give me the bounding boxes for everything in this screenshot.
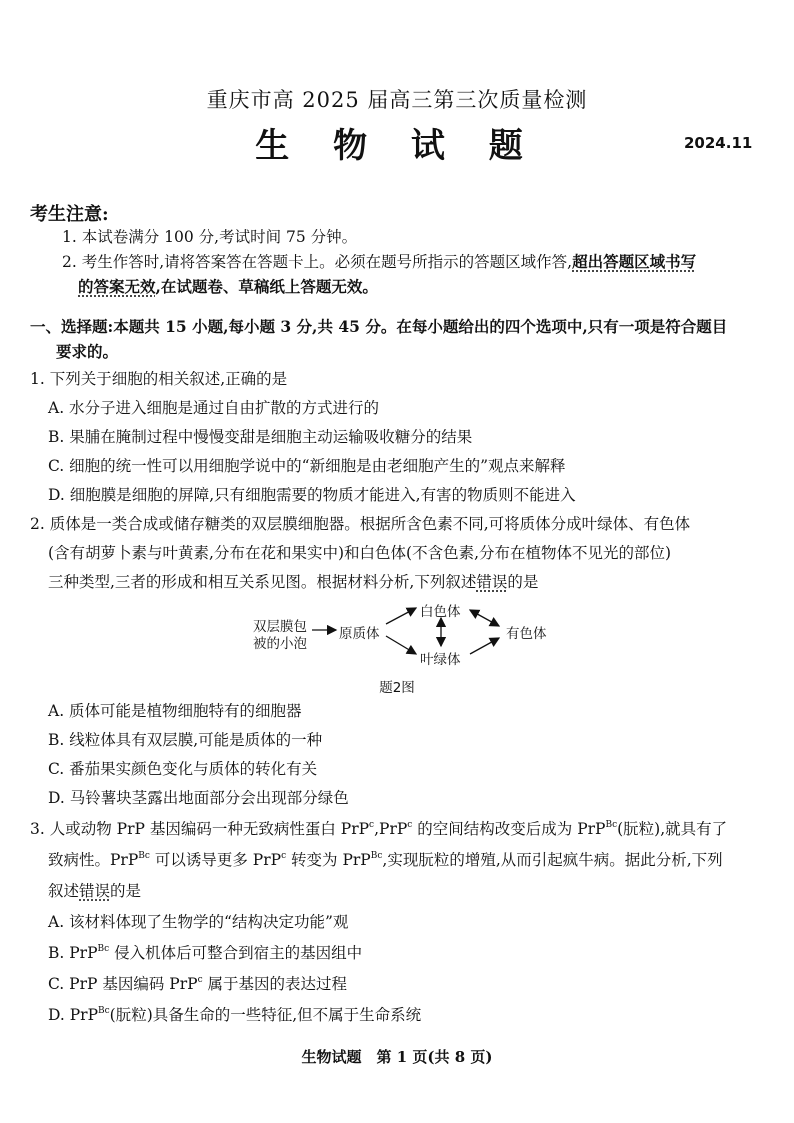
- plastid-diagram: [250, 598, 570, 668]
- q3-sup-bc-1: Bc: [605, 820, 618, 830]
- q3-option-d-pre: D. PrP: [48, 1006, 98, 1024]
- q2-stem-line-3: [48, 571, 538, 593]
- q3-sup-c-3: c: [281, 851, 287, 861]
- q3-sup-c-2: c: [407, 820, 413, 830]
- page-footer: 生物试题 第 1 页(共 8 页): [301, 1048, 493, 1066]
- q2-stem-text: 三种类型,三者的形成和相互关系见图。根据材料分析,下列叙述: [48, 573, 477, 591]
- q3-text-10: 的是: [110, 882, 142, 900]
- exam-date: 2024.11: [684, 134, 753, 152]
- q1-option-c: C. 细胞的统一性可以用细胞学说中的“新细胞是由老细胞产生的”观点来解释: [48, 457, 566, 475]
- arrow-chloroplast-chromoplast: [470, 638, 499, 654]
- q3-option-b: [48, 942, 362, 964]
- arrow-proplastid-to-leucoplast: [386, 608, 416, 624]
- section-heading-line-2: 要求的。: [56, 342, 119, 361]
- notice-item-2-line-2: [78, 276, 378, 298]
- q3-option-c-post: 属于基因的表达过程: [202, 975, 348, 993]
- exam-title: 重庆市高 2025 届高三第三次质量检测: [206, 88, 588, 112]
- q3-keyword: 错误: [79, 882, 111, 900]
- notice-emphasis-1: 超出答题区域书写: [572, 252, 697, 271]
- arrow-proplastid-to-chloroplast: [386, 636, 416, 654]
- q2-stem-line-2: (含有胡萝卜素与叶黄素,分布在花和果实中)和白色体(不含色素,分布在植物体不见光的部位): [48, 544, 672, 562]
- q3-option-c-sup: c: [197, 975, 203, 985]
- q3-text-6: 可以诱导更多 PrP: [149, 851, 282, 869]
- q3-option-c-pre: C. PrP 基因编码 PrP: [48, 975, 198, 993]
- q3-sup-bc-3: Bc: [370, 851, 383, 861]
- q1-option-b: B. 果脯在腌制过程中慢慢变甜是细胞主动运输吸收糖分的结果: [48, 428, 473, 446]
- label-vesicle-line-2: 被的小泡: [253, 636, 307, 652]
- q3-sup-c-1: c: [369, 820, 375, 830]
- q3-stem-line-1: [30, 818, 727, 840]
- notice-emphasis-2: 的答案无效: [78, 277, 156, 296]
- notice-emphasis-3: ,在试题卷、草稿纸上答题无效。: [155, 277, 378, 296]
- q3-option-d-post: (朊粒)具备生命的一些特征,但不属于生命系统: [109, 1006, 422, 1024]
- notice-item-1: 1. 本试卷满分 100 分,考试时间 75 分钟。: [62, 228, 358, 246]
- q1-stem: 1. 下列关于细胞的相关叙述,正确的是: [30, 370, 288, 388]
- q3-sup-bc-2: Bc: [138, 851, 150, 861]
- section-heading-line-1: 一、选择题:本题共 15 小题,每小题 3 分,共 45 分。在每小题给出的四个选项中,只有一项是符合题目: [30, 317, 728, 336]
- q3-option-b-post: 侵入机体后可整合到宿主的基因组中: [109, 944, 363, 962]
- label-chromoplast: 有色体: [506, 626, 547, 642]
- label-proplastid: 原质体: [339, 626, 380, 642]
- q3-option-b-sup: Bc: [97, 944, 110, 954]
- figure-caption: 题2图: [379, 680, 415, 696]
- q3-text-5: 致病性。PrP: [48, 851, 139, 869]
- q2-option-c: C. 番茄果实颜色变化与质体的转化有关: [48, 760, 318, 778]
- q3-option-b-pre: B. PrP: [48, 944, 98, 962]
- q3-text-3: 的空间结构改变后成为 PrP: [412, 820, 606, 838]
- q2-stem-end: 的是: [507, 573, 539, 591]
- q3-option-d: [48, 1004, 421, 1026]
- q2-option-a: A. 质体可能是植物细胞特有的细胞器: [48, 702, 302, 720]
- q2-option-d: D. 马铃薯块茎露出地面部分会出现部分绿色: [48, 789, 349, 807]
- q2-keyword: 错误: [476, 573, 508, 591]
- q3-text-4: (朊粒),就具有了: [617, 820, 728, 838]
- q3-stem-line-2: [48, 849, 723, 871]
- q2-stem-line-1: 2. 质体是一类合成或储存糖类的双层膜细胞器。根据所含色素不同,可将质体分成叶绿体、有色体: [30, 515, 691, 533]
- q3-text-9: 叙述: [48, 882, 80, 900]
- label-chloroplast: 叶绿体: [420, 652, 461, 668]
- q3-option-a: A. 该材料体现了生物学的“结构决定功能”观: [48, 913, 349, 931]
- notice-item-2-line-1: [62, 251, 696, 273]
- notice-item-2-text: 2. 考生作答时,请将答案答在答题卡上。必须在题号所指示的答题区域作答,: [62, 253, 573, 271]
- q3-option-c: [48, 973, 347, 995]
- q1-option-d: D. 细胞膜是细胞的屏障,只有细胞需要的物质才能进入,有害的物质则不能进入: [48, 486, 576, 504]
- label-leucoplast: 白色体: [420, 604, 461, 620]
- q3-text-7: 转变为 PrP: [286, 851, 371, 869]
- arrow-leucoplast-chromoplast: [470, 610, 499, 626]
- q3-stem-line-3: [48, 880, 141, 902]
- label-vesicle-line-1: 双层膜包: [253, 619, 307, 635]
- q3-text-2: ,PrP: [374, 820, 408, 838]
- q2-option-b: B. 线粒体具有双层膜,可能是质体的一种: [48, 731, 323, 749]
- q1-option-a: A. 水分子进入细胞是通过自由扩散的方式进行的: [48, 399, 380, 417]
- notice-heading: 考生注意:: [30, 204, 109, 225]
- q3-option-d-sup: Bc: [98, 1006, 110, 1016]
- q3-text-8: ,实现朊粒的增殖,从而引起疯牛病。据此分析,下列: [382, 851, 723, 869]
- subject-title: 生 物 试 题: [255, 126, 539, 166]
- q3-text-1: 3. 人或动物 PrP 基因编码一种无致病性蛋白 PrP: [30, 820, 370, 838]
